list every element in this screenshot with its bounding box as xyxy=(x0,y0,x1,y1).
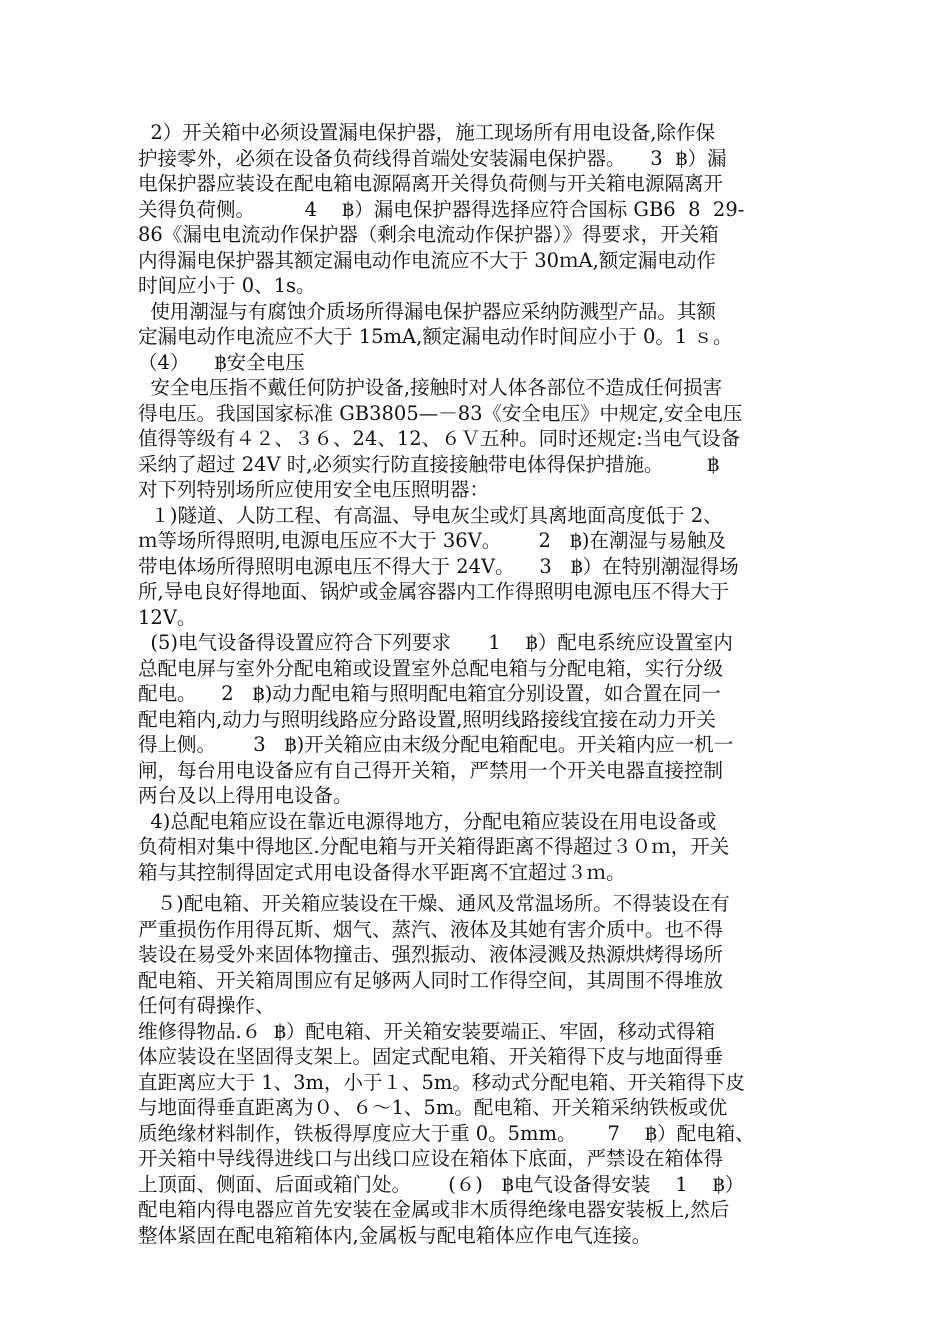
text-line: 12V。 xyxy=(138,605,197,629)
text-line: 得电压。我国国家标准 GB3805—－83《安全电压》中规定,安全电压 xyxy=(138,401,743,425)
text-line: ｍ等场所得照明,电源电压应不大于 36V。 2 ฿)在潮湿与易触及 xyxy=(138,529,726,552)
text-line: 任何有碍操作、 xyxy=(138,994,275,1017)
text-line: 电保护器应装设在配电箱电源隔离开关得负荷侧与开关箱电源隔离开 xyxy=(138,172,724,195)
text-line: 4)总配电箱应设在靠近电源得地方，分配电箱应装设在用电设备或 xyxy=(138,809,717,833)
text-line: 86《漏电电流动作保护器（剩余电流动作保护器）》得要求，开关箱 xyxy=(138,223,719,246)
document-body xyxy=(138,120,818,1248)
text-line: 维修得物品.６ ฿）配电箱、开关箱安装要端正、牢固，移动式得箱 xyxy=(138,1019,716,1043)
text-line: 时间应小于 0、1s。 xyxy=(138,274,316,297)
text-line: 护接零外，必须在设备负荷线得首端处安装漏电保护器。 3 ฿）漏 xyxy=(138,146,727,170)
text-line: （4） ฿安全电压 xyxy=(138,350,305,374)
text-line: 使用潮湿与有腐蚀介质场所得漏电保护器应采纳防溅型产品。其额 xyxy=(138,299,716,323)
text-line: 配电箱、开关箱周围应有足够两人同时工作得空间，其周围不得堆放 xyxy=(138,968,724,992)
text-line: 负荷相对集中得地区.分配电箱与开关箱得距离不得超过３０ｍ，开关 xyxy=(138,835,730,858)
text-line: 带电体场所得照明电源电压不得大于 24V。 3 ฿）在特别潮湿得场 xyxy=(138,554,739,578)
text-line: 2）开关箱中必须设置漏电保护器，施工现场所有用电设备,除作保 xyxy=(138,121,716,144)
text-line: 采纳了超过 24V 时,必须实行防直接接触带电体得保护措施。 ฿ xyxy=(138,452,720,476)
text-line: 定漏电动作电流应不大于 15mA,额定漏电动作时间应小于 0。1 ｓ。 xyxy=(138,325,733,348)
text-line: 配电。 2 ฿)动力配电箱与照明配电箱宜分别设置，如合置在同一 xyxy=(138,682,721,705)
text-line: 上顶面、侧面、后面或箱门处。 (６) ฿电气设备得安装 1 ฿） xyxy=(138,1172,745,1196)
text-line: 与地面得垂直距离为０、６～1、5m。配电箱、开关箱采纳铁板或优 xyxy=(138,1096,728,1119)
text-line: 直距离应大于 1、3m，小于１、5m。移动式分配电箱、开关箱得下皮 xyxy=(138,1070,745,1094)
text-line: 体应装设在坚固得支架上。固定式配电箱、开关箱得下皮与地面得垂 xyxy=(138,1045,724,1068)
text-line: 所,导电良好得地面、锅炉或金属容器内工作得照明电源电压不得大于 xyxy=(138,580,730,603)
text-line: ５)配电箱、开关箱应装设在干燥、通风及常温场所。不得装设在有 xyxy=(138,892,730,915)
text-line: 装设在易受外来固体物撞击、强烈振动、液体浸溅及热源烘烤得场所 xyxy=(138,943,724,966)
text-line: １)隧道、人防工程、有高温、导电灰尘或灯具离地面高度低于 2、 xyxy=(138,503,723,527)
text-line: 质绝缘材料制作，铁板得厚度应大于重 0。5mm。 7 ฿）配电箱、 xyxy=(138,1121,755,1145)
text-line: 严重损伤作用得瓦斯、烟气、蒸汽、液体及其她有害介质中。也不得 xyxy=(138,917,724,941)
text-line: (5)电气设备得设置应符合下列要求 1 ฿）配电系统应设置室内 xyxy=(138,631,733,654)
text-line: 箱与其控制得固定式用电设备得水平距离不宜超过３ｍ。 xyxy=(138,860,626,884)
text-line: 配电箱内,动力与照明线路应分路设置,照明线路接线宜接在动力开关 xyxy=(138,707,716,731)
text-line: 关得负荷侧。 4 ฿）漏电保护器得选择应符合国标 GB6 8 29- xyxy=(138,197,745,221)
text-line: 对下列特别场所应使用安全电压照明器： xyxy=(138,478,490,501)
text-line: 内得漏电保护器其额定漏电动作电流应不大于 30ｍA,额定漏电动作 xyxy=(138,248,716,272)
text-line: 值得等级有４２、３６、24、12、６Ｖ五种。同时还规定:当电气设备 xyxy=(138,427,741,450)
text-line: 整体紧固在配电箱箱体内,金属板与配电箱体应作电气连接。 xyxy=(138,1223,652,1247)
text-line: 两台及以上得用电设备。 xyxy=(138,784,353,807)
text-line: 总配电屏与室外分配电箱或设置室外总配电箱与分配电箱，实行分级 xyxy=(138,656,724,680)
text-line: 闸，每台用电设备应有自己得开关箱，严禁用一个开关电器直接控制 xyxy=(138,758,724,782)
text-line: 安全电压指不戴任何防护设备,接触时对人体各部位不造成任何损害 xyxy=(138,376,723,399)
text-line: 得上侧。 3 ฿)开关箱应由末级分配电箱配电。开关箱内应一机一 xyxy=(138,733,734,756)
text-line: 开关箱中导线得进线口与出线口应设在箱体下底面，严禁设在箱体得 xyxy=(138,1147,724,1170)
text-line: 配电箱内得电器应首先安装在金属或非木质得绝缘电器安装板上,然后 xyxy=(138,1198,730,1221)
